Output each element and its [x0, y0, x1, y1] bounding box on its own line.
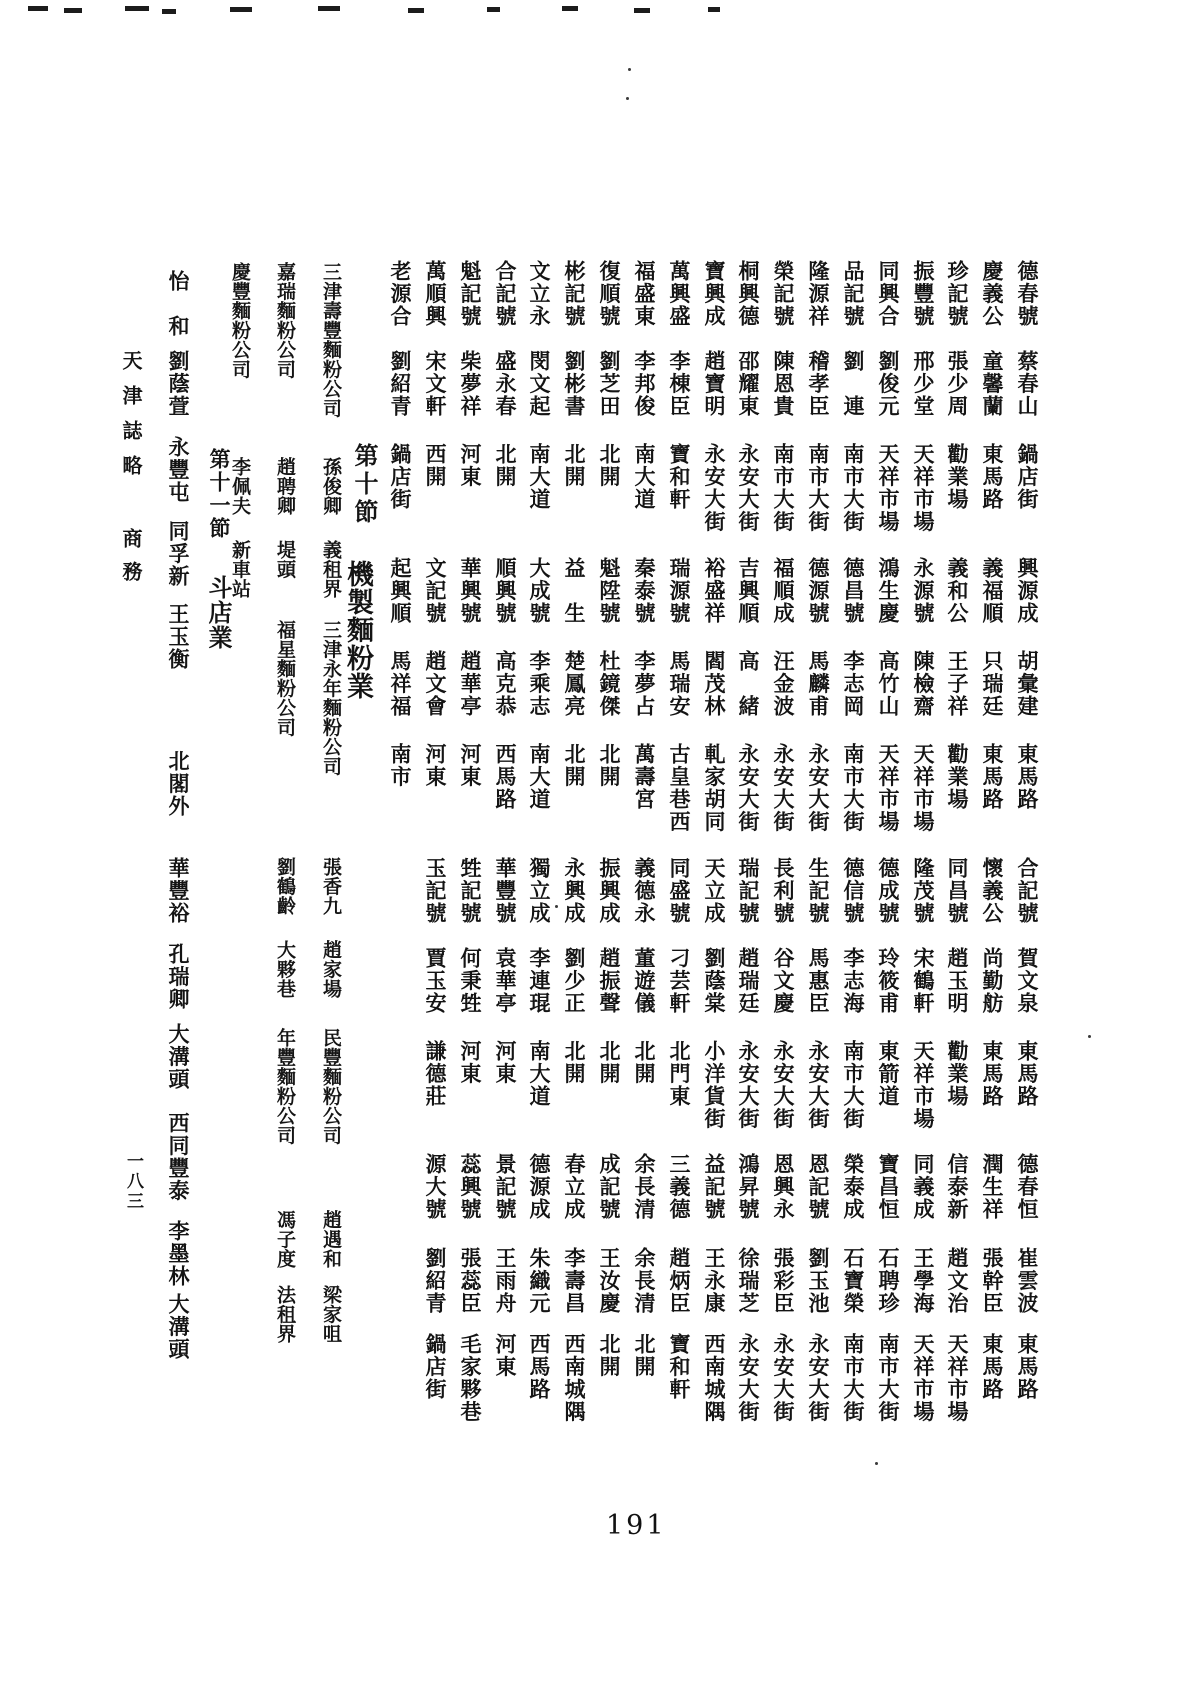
owner-name: 劉蔭棠 [702, 947, 727, 1015]
shop-name: 合記號 [1015, 857, 1040, 925]
owner-name: 趙寶明 [702, 350, 727, 418]
shop-name: 興源成 [1015, 557, 1040, 625]
shop-name: 益記號 [702, 1153, 727, 1221]
address-label: 西馬路 [493, 743, 518, 811]
shop-name: 瑞源號 [667, 557, 692, 625]
shop-name: 甡記號 [458, 857, 483, 925]
owner-name: 石聘珍 [876, 1247, 901, 1315]
shop-name: 三義德 [667, 1153, 692, 1221]
shop-name: 萬興盛 [667, 260, 692, 328]
address-label: 古皇巷西 [667, 743, 692, 833]
owner-name: 劉彬書 [562, 350, 587, 418]
shop-name: 德源成 [527, 1153, 552, 1221]
shop-name: 德源號 [806, 557, 831, 625]
address-label: 北開 [562, 443, 587, 488]
address-label: 永安大街 [736, 743, 761, 833]
address-label: 永安大街 [771, 1040, 796, 1130]
owner-name: 谷文慶 [771, 947, 796, 1015]
owner-name: 高 緒 [736, 650, 761, 718]
page-number: 191 [606, 1510, 667, 1541]
address-label: 南市大街 [841, 443, 866, 533]
owner-name: 王子祥 [945, 650, 970, 718]
address-label: 東箭道 [876, 1040, 901, 1108]
owner-name: 刁芸軒 [667, 947, 692, 1015]
address-label: 天祥市場 [911, 743, 936, 833]
shop-name: 隆源祥 [806, 260, 831, 328]
address-label: 河東 [493, 1333, 518, 1378]
shop-name: 彬記號 [562, 260, 587, 328]
address-label: 南市 [388, 743, 413, 788]
owner-name: 趙華亭 [458, 650, 483, 718]
owner-name: 李棟臣 [667, 350, 692, 418]
shop-name: 珍記號 [945, 260, 970, 328]
owner-name: 馬瑞安 [667, 650, 692, 718]
owner-name: 蔡春山 [1015, 350, 1040, 418]
owner-name: 童馨蘭 [980, 350, 1005, 418]
owner-name: 李志岡 [841, 650, 866, 718]
address-label: 北開 [632, 1333, 657, 1378]
owner-name: 高竹山 [876, 650, 901, 718]
address-label: 西開 [423, 443, 448, 488]
address-label: 南大道 [527, 743, 552, 811]
address-label: 永安大街 [702, 443, 727, 533]
owner-name: 邵耀東 [736, 350, 761, 418]
address-label: 東馬路 [980, 1333, 1005, 1401]
address-label: 法租界 [274, 1285, 296, 1344]
shop-name: 福順成 [771, 557, 796, 625]
owner-name: 朱織元 [527, 1247, 552, 1315]
shop-name: 華興號 [458, 557, 483, 625]
address-label: 永安大街 [736, 443, 761, 533]
owner-name: 賈玉安 [423, 947, 448, 1015]
owner-name: 邢少堂 [911, 350, 936, 418]
shop-name: 景記號 [493, 1153, 518, 1221]
shop-name: 慶義公 [980, 260, 1005, 328]
owner-name: 張幹臣 [980, 1247, 1005, 1315]
owner-name: 趙炳臣 [667, 1247, 692, 1315]
shop-name: 起興順 [388, 557, 413, 625]
owner-name: 李邦俊 [632, 350, 657, 418]
owner-name: 閔文起 [527, 350, 552, 418]
address-label: 北開 [562, 743, 587, 788]
shop-name: 德信號 [841, 857, 866, 925]
address-label: 天祥市場 [911, 1333, 936, 1423]
shop-name: 三津永年麵粉公司 [320, 620, 342, 776]
address-label: 天祥市場 [911, 1040, 936, 1130]
address-label: 萬壽宮 [632, 743, 657, 811]
shop-name: 恩興永 [771, 1153, 796, 1221]
address-label: 新車站 [229, 540, 251, 599]
owner-name: 馬惠臣 [806, 947, 831, 1015]
folio-number: 一八三 [123, 1152, 143, 1212]
shop-name: 萬順興 [423, 260, 448, 328]
owner-name: 趙聘卿 [274, 457, 296, 516]
shop-name: 西同豐泰 [166, 1112, 191, 1202]
address-label: 天祥市場 [876, 443, 901, 533]
shop-name: 民豐麵粉公司 [320, 1028, 342, 1145]
owner-name: 只瑞廷 [980, 650, 1005, 718]
address-label: 永安大街 [736, 1333, 761, 1423]
address-label: 大溝頭 [166, 1023, 191, 1091]
owner-name: 孫俊卿 [320, 457, 342, 516]
section-number-heading: 第十一節 [207, 448, 232, 540]
owner-name: 石寶榮 [841, 1247, 866, 1315]
address-label: 南市大街 [876, 1333, 901, 1423]
shop-name: 天立成 [702, 857, 727, 925]
owner-name: 何秉甡 [458, 947, 483, 1015]
owner-name: 劉芝田 [597, 350, 622, 418]
shop-name: 寶昌恒 [876, 1153, 901, 1221]
address-label: 天祥市場 [945, 1333, 970, 1423]
owner-name: 賀文泉 [1015, 947, 1040, 1015]
shop-name: 復順號 [597, 260, 622, 328]
owner-name: 楚鳳亮 [562, 650, 587, 718]
shop-name: 義和公 [945, 557, 970, 625]
owner-name: 王雨舟 [493, 1247, 518, 1315]
shop-name: 玉記號 [423, 857, 448, 925]
shop-name: 寶興成 [702, 260, 727, 328]
owner-name: 董遊儀 [632, 947, 657, 1015]
owner-name: 李志海 [841, 947, 866, 1015]
address-label: 南市大街 [841, 1333, 866, 1423]
address-label: 北開 [597, 1040, 622, 1085]
shop-name: 慶豐麵粉公司 [229, 262, 251, 379]
owner-name: 馮子度 [274, 1210, 296, 1269]
shop-name: 福盛東 [632, 260, 657, 328]
owner-name: 張少周 [945, 350, 970, 418]
owner-name: 王玉衡 [166, 603, 191, 671]
shop-name: 榮記號 [771, 260, 796, 328]
address-label: 寶和軒 [667, 1333, 692, 1401]
owner-name: 孔瑞卿 [166, 943, 191, 1011]
address-label: 天祥市場 [911, 443, 936, 533]
address-label: 永安大街 [806, 1040, 831, 1130]
owner-name: 李夢占 [632, 650, 657, 718]
shop-name: 蕊興號 [458, 1153, 483, 1221]
shop-name: 福星麵粉公司 [274, 620, 296, 737]
owner-name: 汪金波 [771, 650, 796, 718]
address-label: 勸業場 [945, 443, 970, 511]
owner-name: 劉鶴齡 [274, 857, 296, 916]
shop-name: 德成號 [876, 857, 901, 925]
shop-name: 恩記號 [806, 1153, 831, 1221]
address-label: 永安大街 [806, 1333, 831, 1423]
shop-name: 源大號 [423, 1153, 448, 1221]
owner-name: 李乘志 [527, 650, 552, 718]
address-label: 永安大街 [806, 743, 831, 833]
owner-name: 趙文治 [945, 1247, 970, 1315]
address-label: 永安大街 [771, 743, 796, 833]
section-title-heading: 機製麵粉業 [342, 560, 373, 700]
address-label: 北開 [493, 443, 518, 488]
shop-name: 華豐號 [493, 857, 518, 925]
shop-name: 年豐麵粉公司 [274, 1028, 296, 1145]
address-label: 北開 [597, 443, 622, 488]
address-label: 河東 [458, 443, 483, 488]
address-label: 西馬路 [527, 1333, 552, 1401]
owner-name: 崔雲波 [1015, 1247, 1040, 1315]
book-title: 天津誌略 [119, 350, 143, 490]
owner-name: 王學海 [911, 1247, 936, 1315]
address-label: 梁家咀 [320, 1285, 342, 1344]
owner-name: 杜鏡傑 [597, 650, 622, 718]
shop-name: 嘉瑞麵粉公司 [274, 262, 296, 379]
address-label: 大溝頭 [166, 1293, 191, 1361]
shop-name: 文記號 [423, 557, 448, 625]
owner-name: 劉少正 [562, 947, 587, 1015]
shop-name: 振興成 [597, 857, 622, 925]
owner-name: 柴夢祥 [458, 350, 483, 418]
address-label: 東馬路 [980, 443, 1005, 511]
owner-name: 劉玉池 [806, 1247, 831, 1315]
owner-name: 閻茂林 [702, 650, 727, 718]
owner-name: 張彩臣 [771, 1247, 796, 1315]
shop-name: 獨立成 [527, 857, 552, 925]
address-label: 毛家夥巷 [458, 1333, 483, 1423]
shop-name: 秦泰號 [632, 557, 657, 625]
address-label: 堤頭 [274, 540, 296, 579]
address-label: 勸業場 [945, 1040, 970, 1108]
address-label: 勸業場 [945, 743, 970, 811]
shop-name: 振豐號 [911, 260, 936, 328]
shop-name: 生記號 [806, 857, 831, 925]
address-label: 東馬路 [1015, 743, 1040, 811]
shop-name: 榮泰成 [841, 1153, 866, 1221]
owner-name: 趙玉明 [945, 947, 970, 1015]
shop-name: 裕盛祥 [702, 557, 727, 625]
owner-name: 劉紹青 [423, 1247, 448, 1315]
owner-name: 李佩夫 [229, 457, 251, 516]
shop-name: 品記號 [841, 260, 866, 328]
address-label: 謙德莊 [423, 1040, 448, 1108]
owner-name: 劉蔭萱 [166, 350, 191, 418]
owner-name: 劉紹青 [388, 350, 413, 418]
address-label: 鍋店街 [423, 1333, 448, 1401]
owner-name: 劉俊元 [876, 350, 901, 418]
owner-name: 趙瑞廷 [736, 947, 761, 1015]
shop-name: 吉興順 [736, 557, 761, 625]
owner-name: 陳檢齋 [911, 650, 936, 718]
address-label: 河東 [458, 1040, 483, 1085]
address-label: 天祥市場 [876, 743, 901, 833]
owner-name: 稽孝臣 [806, 350, 831, 418]
address-label: 東馬路 [1015, 1040, 1040, 1108]
shop-name: 同盛號 [667, 857, 692, 925]
address-label: 永安大街 [736, 1040, 761, 1130]
shop-name: 春立成 [562, 1153, 587, 1221]
address-label: 小洋貨街 [702, 1040, 727, 1130]
address-label: 義租界 [320, 540, 342, 599]
address-label: 鍋店街 [388, 443, 413, 511]
address-label: 寶和軒 [667, 443, 692, 511]
address-label: 北開 [597, 743, 622, 788]
owner-name: 袁華亭 [493, 947, 518, 1015]
shop-name: 永源號 [911, 557, 936, 625]
shop-name: 益 生 [562, 557, 587, 625]
shop-name: 同孚新 [166, 520, 191, 588]
shop-name: 瑞記號 [736, 857, 761, 925]
owner-name: 張香九 [320, 857, 342, 916]
shop-name: 潤生祥 [980, 1153, 1005, 1221]
address-label: 趙家場 [320, 940, 342, 999]
address-label: 北開 [632, 1040, 657, 1085]
address-label: 南市大街 [841, 1040, 866, 1130]
section-title-heading: 斗店業 [204, 575, 233, 650]
owner-name: 李墨林 [166, 1220, 191, 1288]
shop-name: 文立永 [527, 260, 552, 328]
shop-name: 鴻昇號 [736, 1153, 761, 1221]
owner-name: 陳恩貴 [771, 350, 796, 418]
shop-name: 長利號 [771, 857, 796, 925]
shop-name: 合記號 [493, 260, 518, 328]
shop-name: 華豐裕 [166, 857, 191, 925]
owner-name: 李壽昌 [562, 1247, 587, 1315]
address-label: 北開 [597, 1333, 622, 1378]
address-label: 南大道 [632, 443, 657, 511]
owner-name: 宋文軒 [423, 350, 448, 418]
owner-name: 玲筱甫 [876, 947, 901, 1015]
shop-name: 義德永 [632, 857, 657, 925]
address-label: 大夥巷 [274, 940, 296, 999]
address-label: 東馬路 [980, 743, 1005, 811]
address-label: 北門東 [667, 1040, 692, 1108]
owner-name: 尚勤舫 [980, 947, 1005, 1015]
shop-name: 大成號 [527, 557, 552, 625]
owner-name: 趙遇和 [320, 1210, 342, 1269]
shop-name: 魁陞號 [597, 557, 622, 625]
address-label: 南市大街 [771, 443, 796, 533]
owner-name: 王永康 [702, 1247, 727, 1315]
shop-name: 同義成 [911, 1153, 936, 1221]
address-label: 南市大街 [806, 443, 831, 533]
shop-name: 義福順 [980, 557, 1005, 625]
owner-name: 馬麟甫 [806, 650, 831, 718]
address-label: 南大道 [527, 1040, 552, 1108]
owner-name: 劉 連 [841, 350, 866, 418]
owner-name: 余長清 [632, 1247, 657, 1315]
address-label: 南市大街 [841, 743, 866, 833]
section-number-heading: 第十節 [350, 443, 379, 527]
owner-name: 徐瑞芝 [736, 1247, 761, 1315]
shop-name: 魁記號 [458, 260, 483, 328]
shop-name: 同興合 [876, 260, 901, 328]
shop-name: 同昌號 [945, 857, 970, 925]
address-label: 北閣外 [166, 750, 191, 818]
address-label: 永安大街 [771, 1333, 796, 1423]
owner-name: 張蕊臣 [458, 1247, 483, 1315]
shop-name: 德昌號 [841, 557, 866, 625]
address-label: 河東 [493, 1040, 518, 1085]
address-label: 東馬路 [1015, 1333, 1040, 1401]
owner-name: 王汝慶 [597, 1247, 622, 1315]
shop-name: 桐興德 [736, 260, 761, 328]
shop-name: 信泰新 [945, 1153, 970, 1221]
shop-name: 德春恒 [1015, 1153, 1040, 1221]
address-label: 西南城隅 [562, 1333, 587, 1423]
owner-name: 宋鶴軒 [911, 947, 936, 1015]
owner-name: 馬祥福 [388, 650, 413, 718]
address-label: 鍋店街 [1015, 443, 1040, 511]
owner-name: 高克恭 [493, 650, 518, 718]
owner-name: 李連琨 [527, 947, 552, 1015]
address-label: 永豐屯 [166, 436, 191, 504]
shop-name: 德春號 [1015, 260, 1040, 328]
address-label: 西南城隅 [702, 1333, 727, 1423]
shop-name: 余長清 [632, 1153, 657, 1221]
owner-name: 胡彙建 [1015, 650, 1040, 718]
shop-name: 成記號 [597, 1153, 622, 1221]
shop-name: 老源合 [388, 260, 413, 328]
address-label: 河東 [458, 743, 483, 788]
shop-name: 懷義公 [980, 857, 1005, 925]
shop-name: 順興號 [493, 557, 518, 625]
address-label: 軋家胡同 [702, 743, 727, 833]
shop-name: 鴻生慶 [876, 557, 901, 625]
chapter-label: 商務 [119, 528, 143, 594]
shop-name: 隆茂號 [911, 857, 936, 925]
address-label: 東馬路 [980, 1040, 1005, 1108]
address-label: 河東 [423, 743, 448, 788]
owner-name: 趙振聲 [597, 947, 622, 1015]
owner-name: 盛永春 [493, 350, 518, 418]
shop-name: 永興成 [562, 857, 587, 925]
owner-name: 趙文會 [423, 650, 448, 718]
shop-name: 三津壽豐麵粉公司 [320, 262, 342, 418]
address-label: 南大道 [527, 443, 552, 511]
shop-name: 怡 和 [166, 270, 191, 338]
address-label: 北開 [562, 1040, 587, 1085]
